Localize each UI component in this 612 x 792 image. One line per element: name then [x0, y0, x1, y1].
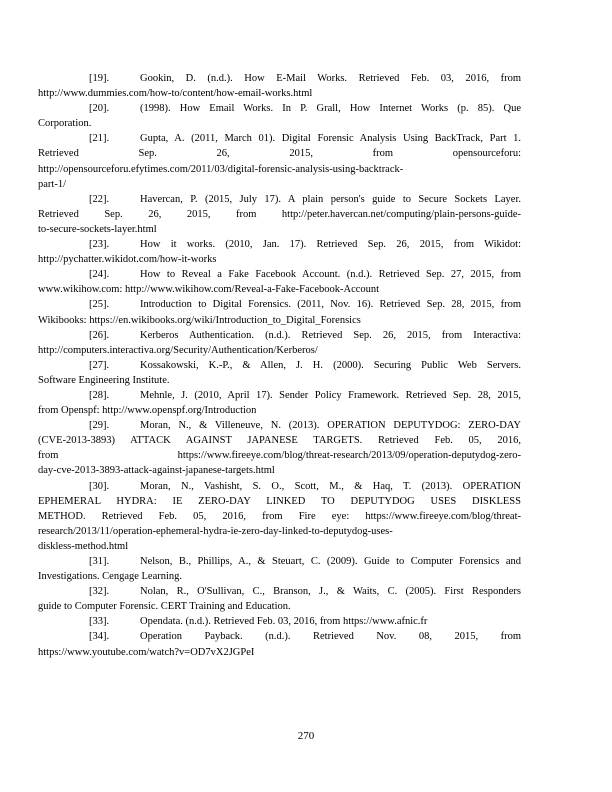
- reference-entry: [89, 614, 521, 629]
- reference-entry: [38, 418, 521, 478]
- reference-number: [32].: [89, 586, 110, 598]
- reference-number: [34].: [89, 631, 110, 643]
- reference-number: [28].: [89, 389, 110, 401]
- reference-entry: [38, 388, 521, 418]
- reference-line: Moran, N., Vashisht, S. O., Scott, M., & Haq, T. (2013). OPERATION: [140, 480, 521, 492]
- reference-list: [38, 71, 521, 660]
- reference-entry: [38, 192, 521, 237]
- reference-line: to-secure-sockets-layer.html: [38, 223, 157, 235]
- reference-line: Retrieved Sep. 26, 2015, from opensourceforu:: [38, 148, 521, 160]
- reference-line: Retrieved Sep. 26, 2015, from http://peter.havercan.net/computing/plain-persons-guide-: [38, 208, 521, 220]
- reference-line: Software Engineering Institute.: [38, 374, 170, 386]
- reference-line: from Openspf: http://www.openspf.org/Introduction: [38, 405, 257, 417]
- reference-number: [26].: [89, 329, 110, 341]
- reference-line: Opendata. (n.d.). Retrieved Feb. 03, 2016, from https://www.afnic.fr: [140, 616, 428, 628]
- reference-line: Kerberos Authentication. (n.d.). Retrieved Sep. 26, 2015, from Interactiva:: [140, 329, 521, 341]
- reference-line: Operation Payback. (n.d.). Retrieved Nov. 08, 2015, from: [140, 631, 521, 643]
- reference-line: Corporation.: [38, 118, 92, 130]
- reference-line: EPHEMERAL HYDRA: IE ZERO-DAY LINKED TO DEPUTYDOG USES DISKLESS: [38, 495, 521, 507]
- reference-line: research/2013/11/operation-ephemeral-hydra-ie-zero-day-linked-to-deputydog-uses-: [38, 525, 393, 537]
- reference-line: from https://www.fireeye.com/blog/threat-research/2013/09/operation-deputydog-zero-: [38, 450, 521, 462]
- page-number: 270: [297, 730, 315, 742]
- reference-entry: [38, 629, 521, 659]
- reference-line: Nolan, R., O'Sullivan, C., Branson, J., & Waits, C. (2005). First Responders: [140, 586, 521, 598]
- reference-line: guide to Computer Forensic. CERT Training and Education.: [38, 601, 291, 613]
- reference-line: Gupta, A. (2011, March 01). Digital Forensic Analysis Using BackTrack, Part 1.: [140, 133, 521, 145]
- reference-entry: [38, 71, 521, 101]
- reference-entry: [38, 358, 521, 388]
- reference-number: [30].: [89, 480, 110, 492]
- reference-entry: [38, 554, 521, 584]
- reference-line: (1998). How Email Works. In P. Grall, How Internet Works (p. 85). Que: [140, 103, 521, 115]
- reference-entry: [38, 267, 521, 297]
- reference-number: [20].: [89, 103, 110, 115]
- reference-line: http://computers.interactiva.org/Security/Authentication/Kerberos/: [38, 344, 318, 356]
- reference-line: Havercan, P. (2015, July 17). A plain person's guide to Secure Sockets Layer.: [140, 193, 521, 205]
- reference-line: How it works. (2010, Jan. 17). Retrieved Sep. 26, 2015, from Wikidot:: [140, 239, 521, 251]
- reference-line: METHOD. Retrieved Feb. 05, 2016, from Fire eye: https://www.fireeye.com/blog/threat-: [38, 510, 521, 522]
- reference-line: How to Reveal a Fake Facebook Account. (n.d.). Retrieved Sep. 27, 2015, from: [140, 269, 521, 281]
- reference-number: [22].: [89, 193, 110, 205]
- reference-number: [23].: [89, 239, 110, 251]
- reference-line: http://pychatter.wikidot.com/how-it-works: [38, 254, 217, 266]
- reference-line: day-cve-2013-3893-attack-against-japanese-targets.html: [38, 465, 275, 477]
- reference-line: Kossakowski, K.-P., & Allen, J. H. (2000). Securing Public Web Servers.: [140, 359, 521, 371]
- reference-entry: [38, 101, 521, 131]
- reference-line: https://www.youtube.com/watch?v=OD7vX2JGPeI: [38, 646, 255, 658]
- reference-line: Wikibooks: https://en.wikibooks.org/wiki/Introduction_to_Digital_Forensics: [38, 314, 361, 326]
- reference-number: [25].: [89, 299, 110, 311]
- reference-line: Gookin, D. (n.d.). How E-Mail Works. Retrieved Feb. 03, 2016, from: [140, 73, 521, 84]
- reference-line: diskless-method.html: [38, 540, 129, 552]
- reference-entry: [38, 328, 521, 358]
- reference-line: (CVE-2013-3893) ATTACK AGAINST JAPANESE TARGETS. Retrieved Feb. 05, 2016,: [38, 435, 521, 447]
- reference-number: [21].: [89, 133, 110, 145]
- reference-number: [31].: [89, 556, 110, 567]
- reference-number: [33].: [89, 616, 110, 628]
- reference-entry: [38, 297, 521, 327]
- reference-line: Moran, N., & Villeneuve, N. (2013). OPERATION DEPUTYDOG: ZERO-DAY: [140, 420, 521, 432]
- reference-number: [24].: [89, 269, 110, 281]
- reference-number: [19].: [89, 73, 110, 84]
- reference-number: [29].: [89, 420, 110, 432]
- reference-line: Investigations. Cengage Learning.: [38, 571, 183, 583]
- reference-line: part-1/: [38, 178, 66, 190]
- reference-entry: [38, 237, 521, 267]
- reference-line: Introduction to Digital Forensics. (2011, Nov. 16). Retrieved Sep. 28, 2015, from: [140, 299, 521, 311]
- reference-line: http://opensourceforu.efytimes.com/2011/03/digital-forensic-analysis-using-backtrack-: [38, 163, 404, 175]
- reference-entry: [38, 584, 521, 614]
- reference-entry: [38, 479, 521, 554]
- reference-line: Nelson, B., Phillips, A., & Steuart, C. (2009). Guide to Computer Forensics and: [140, 556, 521, 567]
- reference-entry: [38, 131, 521, 191]
- reference-line: www.wikihow.com: http://www.wikihow.com/Reveal-a-Fake-Facebook-Account: [38, 284, 380, 296]
- reference-number: [27].: [89, 359, 110, 371]
- reference-line: http://www.dummies.com/how-to/content/how-email-works.html: [38, 88, 313, 100]
- reference-line: Mehnle, J. (2010, April 17). Sender Policy Framework. Retrieved Sep. 28, 2015,: [140, 389, 521, 401]
